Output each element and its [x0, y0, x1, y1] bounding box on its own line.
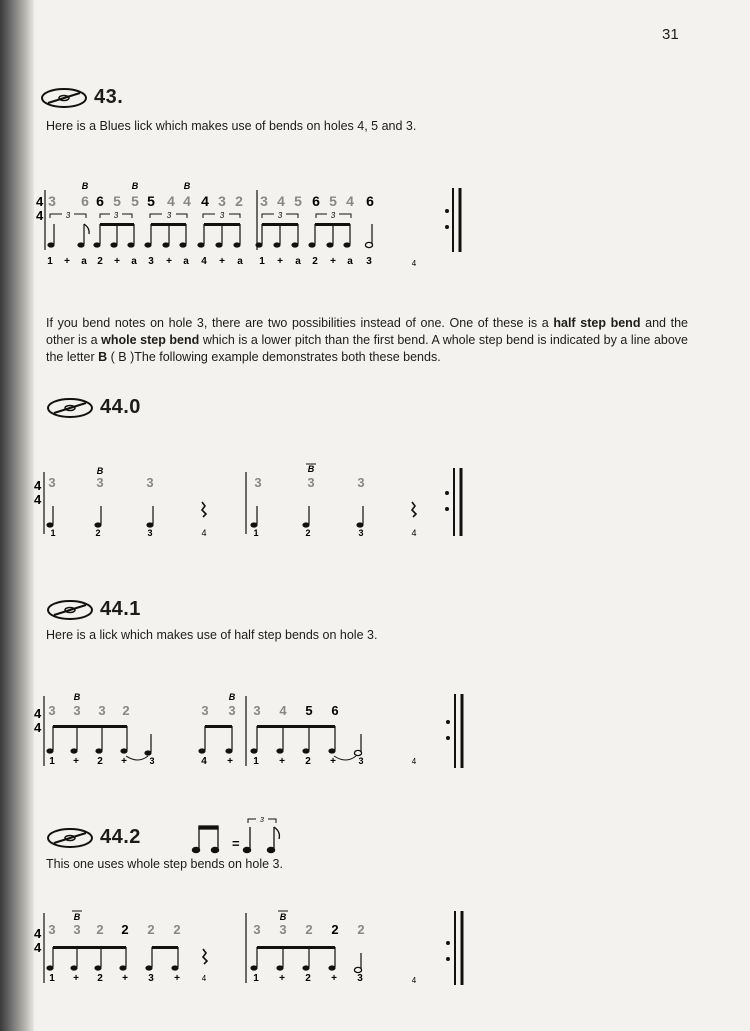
beat-count: +: [114, 256, 120, 267]
svg-text:3: 3: [113, 211, 119, 220]
tab-note: 3: [73, 922, 81, 937]
tab-note: 3: [98, 703, 106, 718]
beat-count: a: [347, 256, 353, 267]
example-44-1-heading: [46, 598, 141, 621]
example-44-1-tab-staff: [0, 688, 750, 773]
beat-count: a: [295, 256, 301, 267]
svg-text:4: 4: [34, 940, 42, 955]
beat-count: +: [277, 256, 283, 267]
tab-note: 3: [146, 475, 154, 490]
svg-text:4: 4: [34, 492, 42, 507]
bend-mark: B: [228, 692, 236, 702]
beat-count: +: [73, 973, 79, 984]
beat-count: +: [330, 256, 336, 267]
beat-count: 2: [312, 256, 318, 267]
beat-count: 1: [253, 973, 259, 984]
beat-count: 2: [305, 973, 311, 984]
example-43-title: 43.: [94, 86, 124, 108]
quarter-rest-icon: [203, 949, 207, 964]
example-43-description: Here is a Blues lick which makes use of bends on holes 4, 5 and 3.: [46, 119, 417, 133]
quarter-rest-icon: [202, 502, 206, 517]
beat-count: +: [279, 973, 285, 984]
svg-text:3: 3: [330, 211, 336, 220]
beat-count: +: [122, 973, 128, 984]
svg-text:4: 4: [34, 926, 42, 941]
tab-note: 3: [48, 703, 56, 718]
example-44-0-title: 44.0: [100, 396, 141, 418]
whole-step-bend-mark: B: [279, 912, 287, 922]
time-sig-top: 4: [36, 194, 44, 209]
beat-count: 2: [305, 756, 311, 767]
tab-note: 4: [279, 703, 287, 718]
tab-note: 2: [121, 922, 129, 937]
beat-count: 1: [47, 256, 53, 267]
bend-mark: B: [73, 692, 81, 702]
svg-text:4: 4: [34, 720, 42, 735]
beat-count: a: [237, 256, 243, 267]
beat-count: 4: [411, 528, 417, 538]
beat-count: 4: [201, 256, 207, 267]
tab-note: 6: [366, 193, 374, 209]
svg-text:3: 3: [260, 817, 264, 824]
tie-icon: [334, 756, 356, 760]
tab-note: 4: [183, 193, 191, 209]
beat-count: 4: [411, 259, 417, 268]
tab-note: 2: [147, 922, 155, 937]
tab-note: 4: [346, 193, 354, 209]
tab-note: 5: [113, 193, 121, 209]
tab-note: 5: [147, 193, 155, 209]
example-44-2-title: 44.2: [100, 826, 141, 848]
beat-count: +: [73, 756, 79, 767]
beat-count: +: [121, 756, 127, 767]
beat-count: a: [183, 256, 189, 267]
bend-mark: B: [81, 181, 89, 191]
tab-note: 4: [201, 193, 209, 209]
cd-disc-icon[interactable]: [46, 397, 94, 419]
tie-icon: [126, 756, 148, 760]
beat-count: 4: [201, 756, 207, 767]
beat-count: 3: [357, 973, 363, 984]
example-44-1-title: 44.1: [100, 598, 141, 620]
whole-step-bend-mark: B: [73, 912, 81, 922]
tab-note: 2: [305, 922, 313, 937]
svg-text:=: =: [232, 836, 240, 851]
tab-note: 3: [48, 193, 56, 209]
beat-count: 2: [97, 756, 103, 767]
beat-count: 2: [305, 528, 311, 538]
whole-step-bend-mark: B: [307, 464, 315, 474]
bend-mark: B: [131, 181, 139, 191]
beat-count: +: [227, 756, 233, 767]
svg-text:3: 3: [219, 211, 225, 220]
beat-count: 1: [50, 528, 56, 538]
tab-note: 2: [235, 193, 243, 209]
beat-count: +: [331, 973, 337, 984]
bend-mark: B: [96, 466, 104, 476]
tab-note: 2: [357, 922, 365, 937]
beat-count: 2: [97, 256, 103, 267]
tab-note: 3: [253, 703, 261, 718]
tab-note: 6: [312, 193, 320, 209]
beat-count: 3: [147, 528, 153, 538]
beat-count: +: [330, 756, 336, 767]
tab-note: 3: [48, 922, 56, 937]
tab-note: 3: [254, 475, 262, 490]
bend-mark: B: [183, 181, 191, 191]
cd-disc-icon[interactable]: [46, 827, 94, 849]
svg-text:4: 4: [34, 706, 42, 721]
beat-count: 2: [97, 973, 103, 984]
beat-count: 4: [201, 974, 207, 983]
beat-count: +: [166, 256, 172, 267]
tab-note: 3: [201, 703, 209, 718]
example-44-0-tab-staff: [0, 462, 750, 542]
tab-note: 3: [96, 475, 104, 490]
tab-note: 2: [331, 922, 339, 937]
beat-count: 1: [49, 973, 55, 984]
tab-note: 3: [228, 703, 236, 718]
svg-text:3: 3: [166, 211, 172, 220]
beat-count: +: [64, 256, 70, 267]
beat-count: 3: [358, 528, 364, 538]
beat-count: 3: [149, 756, 155, 766]
tab-note: 6: [81, 193, 89, 209]
tab-note: 5: [305, 703, 313, 718]
tab-note: 3: [218, 193, 226, 209]
beat-count: 4: [201, 528, 207, 538]
tab-note: 3: [357, 475, 365, 490]
tab-note: 3: [279, 922, 287, 937]
example-43-tab-staff: [0, 180, 750, 275]
cd-disc-icon[interactable]: [40, 87, 88, 109]
svg-text:3: 3: [65, 211, 71, 220]
quarter-rest-icon: [412, 502, 416, 517]
tab-note: 6: [331, 703, 339, 718]
beat-count: 3: [148, 973, 154, 984]
tab-note: 6: [96, 193, 104, 209]
tab-note: 3: [48, 475, 56, 490]
tab-note: 3: [307, 475, 315, 490]
example-44-2-tab-staff: [0, 905, 750, 990]
tab-note: 3: [253, 922, 261, 937]
beat-count: +: [219, 256, 225, 267]
beat-count: 4: [411, 976, 417, 985]
page-number: 31: [662, 26, 679, 43]
tab-note: 2: [173, 922, 181, 937]
bend-explanation-paragraph: If you bend notes on hole 3, there are two possibilities instead of one. One of these is a half step bend and the other is a whole step bend which is a lower pitch than the first bend. A whole step bend is indicated by a line above the letter B ( B )The following example demonstrates both these bends.: [46, 316, 689, 364]
rhythm-notation: [54, 224, 372, 244]
beat-count: a: [81, 256, 87, 267]
beat-count: 2: [95, 528, 101, 538]
beat-count: +: [174, 973, 180, 984]
cd-disc-icon[interactable]: [46, 599, 94, 621]
example-44-0-heading: [46, 396, 141, 419]
tab-note: 2: [96, 922, 104, 937]
tab-note: 2: [122, 703, 130, 718]
tab-note: 3: [73, 703, 81, 718]
beat-count: 1: [253, 756, 259, 767]
beat-count: 3: [358, 756, 364, 766]
example-44-2-description: This one uses whole step bends on hole 3.: [46, 857, 283, 871]
example-44-1-description: Here is a lick which makes use of half step bends on hole 3.: [46, 628, 378, 642]
tab-note: 4: [277, 193, 285, 209]
whole-step-bend-term: whole step bend: [101, 333, 200, 347]
swing-feel-equivalence: [188, 815, 298, 857]
tab-note: 5: [294, 193, 302, 209]
tab-note: 3: [260, 193, 268, 209]
example-43-heading: [40, 86, 123, 109]
beat-count: 1: [253, 528, 259, 538]
beat-count: 1: [259, 256, 265, 267]
tab-note: 5: [131, 193, 139, 209]
beat-count: 1: [49, 756, 55, 767]
time-sig-bottom: 4: [36, 208, 44, 223]
beat-count: 3: [366, 256, 372, 267]
tab-note: 4: [167, 193, 175, 209]
beat-count: 4: [411, 757, 417, 766]
svg-text:4: 4: [34, 478, 42, 493]
example-44-2-heading: [46, 826, 141, 849]
beat-count: a: [131, 256, 137, 267]
tab-note: 5: [329, 193, 337, 209]
half-step-bend-term: half step bend: [553, 316, 641, 330]
svg-text:3: 3: [277, 211, 283, 220]
beat-count: +: [279, 756, 285, 767]
beat-count: 3: [148, 256, 154, 267]
